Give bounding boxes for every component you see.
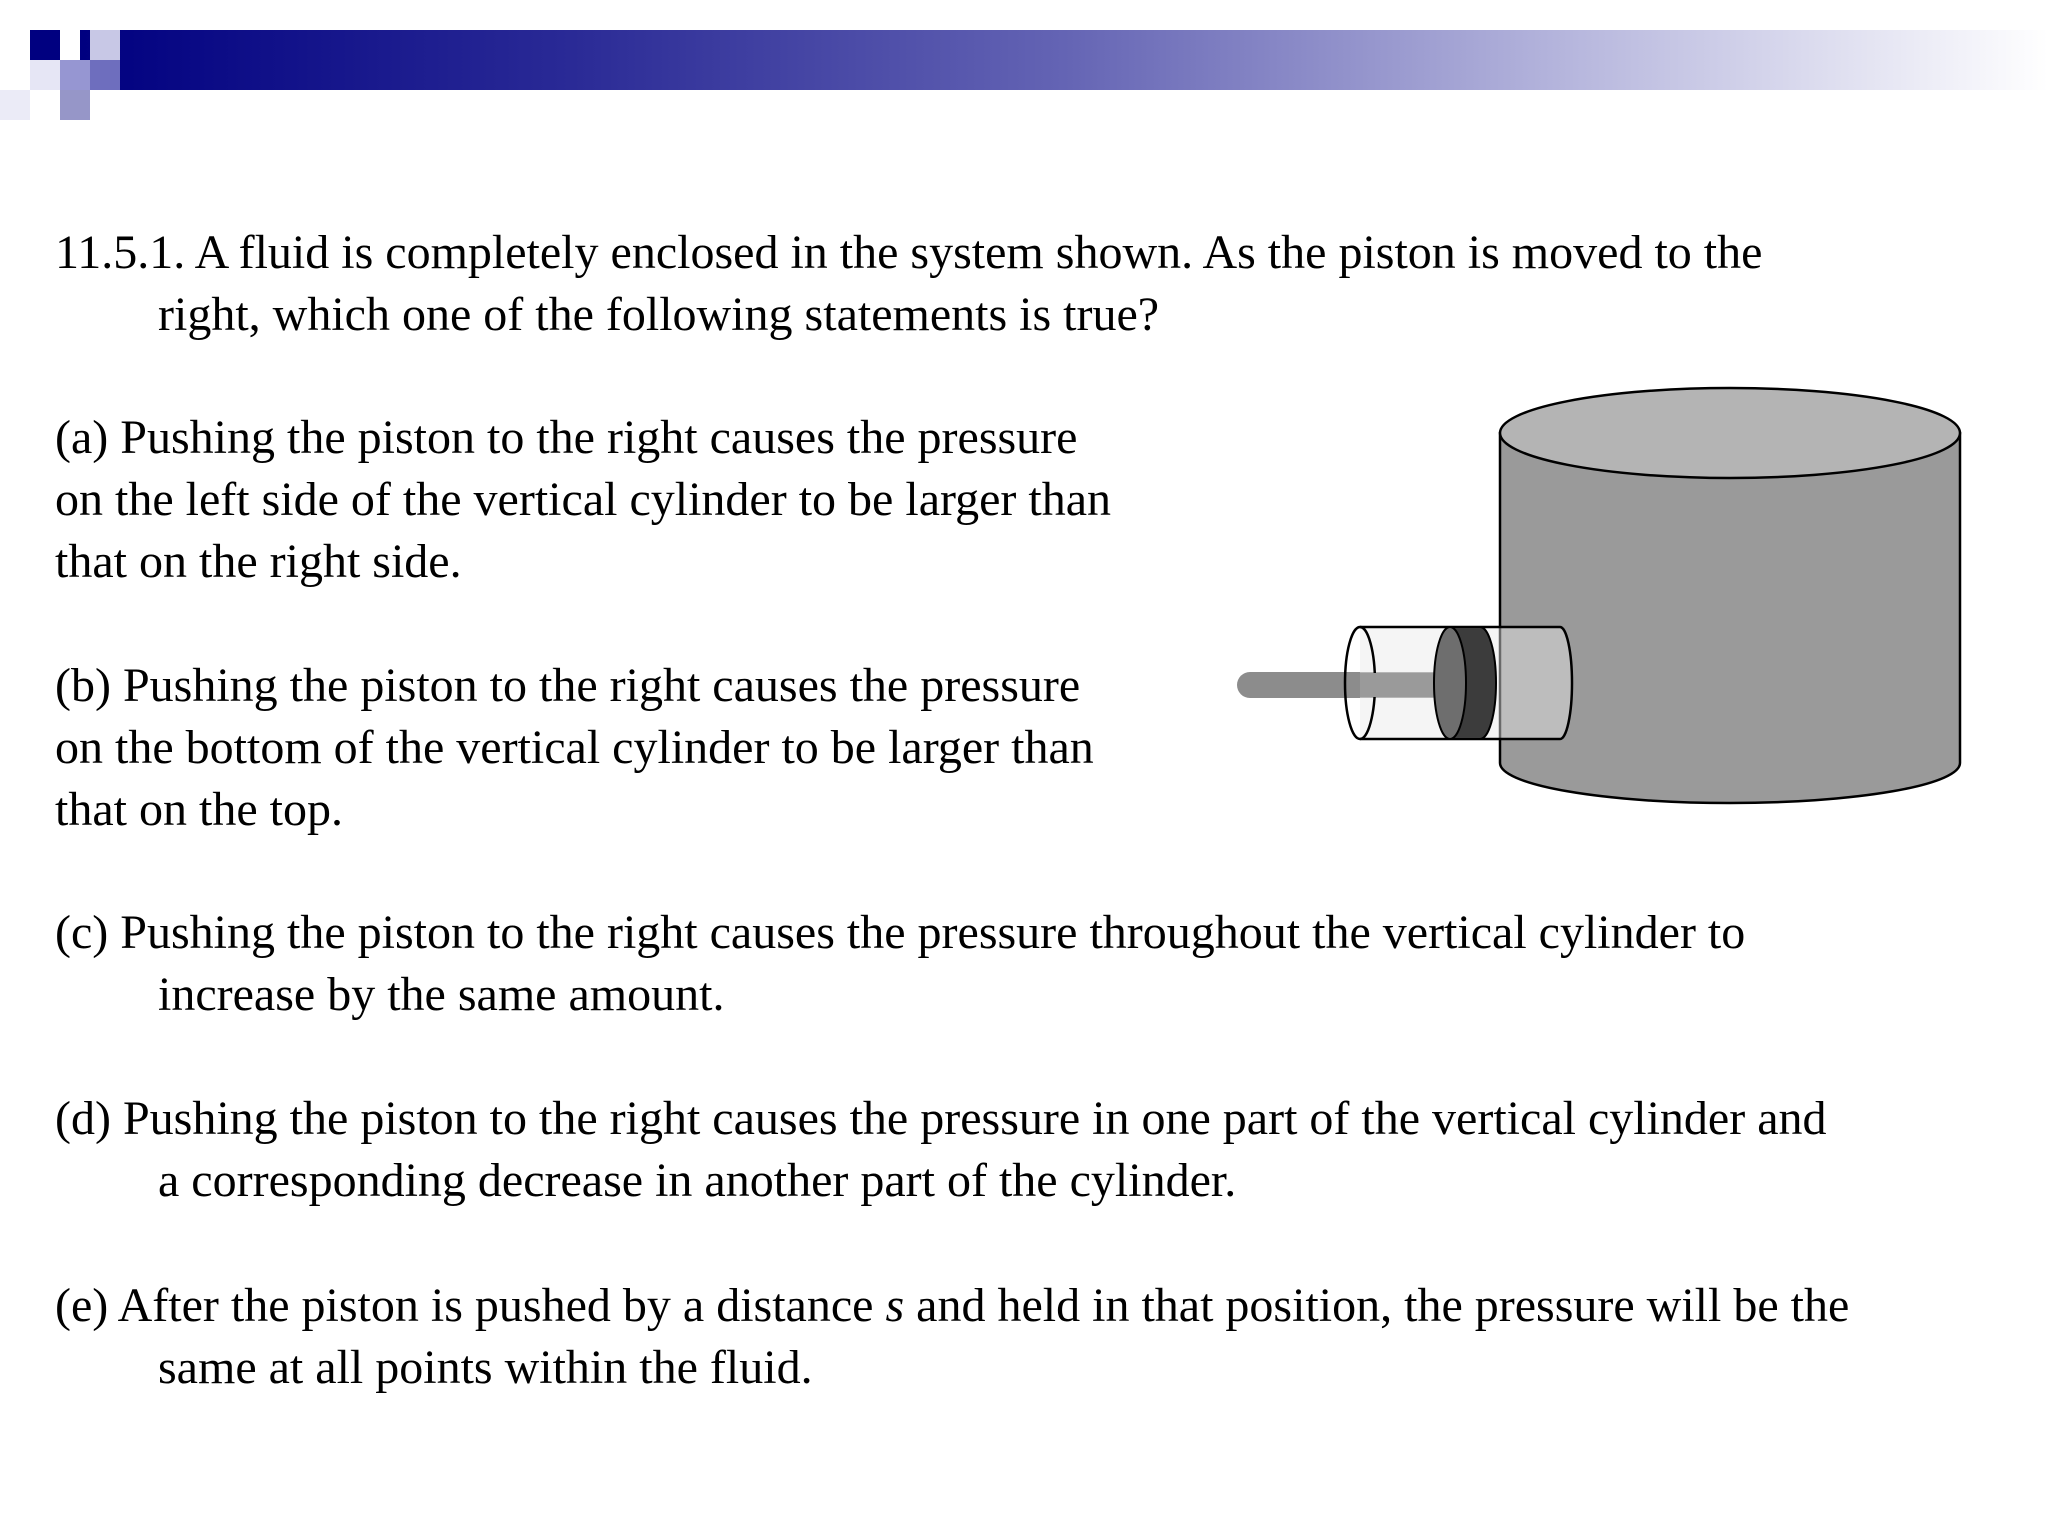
option-e-line-1 — [55, 1275, 1849, 1337]
header-square-decoration — [60, 60, 90, 90]
option-c-line-2: increase by the same amount. — [158, 968, 725, 1021]
vertical-cylinder-top — [1500, 388, 1960, 478]
option-c-line-1: (c) Pushing the piston to the right causes the pressure throughout the vertical cylinder to — [55, 906, 1746, 959]
header-square-decoration — [60, 90, 90, 120]
header-gradient-bar — [80, 30, 2048, 90]
header-square-decoration — [30, 30, 60, 60]
question-line-1: 11.5.1. A fluid is completely enclosed in the system shown. As the piston is moved to the — [55, 226, 1763, 279]
header-square-decoration — [90, 60, 120, 90]
option-b-line-2: on the bottom of the vertical cylinder to be larger than — [55, 721, 1094, 774]
option-d-line-2: a corresponding decrease in another part of the cylinder. — [158, 1154, 1237, 1207]
option-b — [55, 655, 1094, 841]
option-e-text-before: (e) After the piston is pushed by a distance — [55, 1279, 886, 1332]
question-line-2: right, which one of the following statements is true? — [158, 288, 1160, 341]
option-b-line-3: that on the top. — [55, 783, 343, 836]
vertical-cylinder-body — [1500, 433, 1960, 803]
option-e-variable: s — [885, 1279, 905, 1332]
option-a-line-1: (a) Pushing the piston to the right causes the pressure — [55, 411, 1078, 464]
piston-face — [1434, 627, 1466, 739]
option-d — [55, 1088, 1827, 1212]
option-a — [55, 407, 1190, 593]
option-e — [55, 1275, 1849, 1399]
header-square-decoration — [0, 90, 30, 120]
option-c — [55, 902, 1745, 1026]
option-e-line-2: same at all points within the fluid. — [158, 1341, 813, 1394]
header-square-decoration — [30, 60, 60, 90]
question-text — [55, 222, 1762, 346]
header-square-decoration — [90, 30, 120, 60]
option-e-text-after: and held in that position, the pressure will be the — [904, 1279, 1850, 1332]
option-b-line-1: (b) Pushing the piston to the right causes the pressure — [55, 659, 1081, 712]
option-a-line-3: that on the right side. — [55, 535, 462, 588]
piston-cylinder-diagram — [1230, 365, 1970, 825]
option-d-line-1: (d) Pushing the piston to the right causes the pressure in one part of the vertical cylinder and — [55, 1092, 1827, 1145]
option-a-line-2: on the left side of the vertical cylinder to be larger than — [55, 473, 1112, 526]
